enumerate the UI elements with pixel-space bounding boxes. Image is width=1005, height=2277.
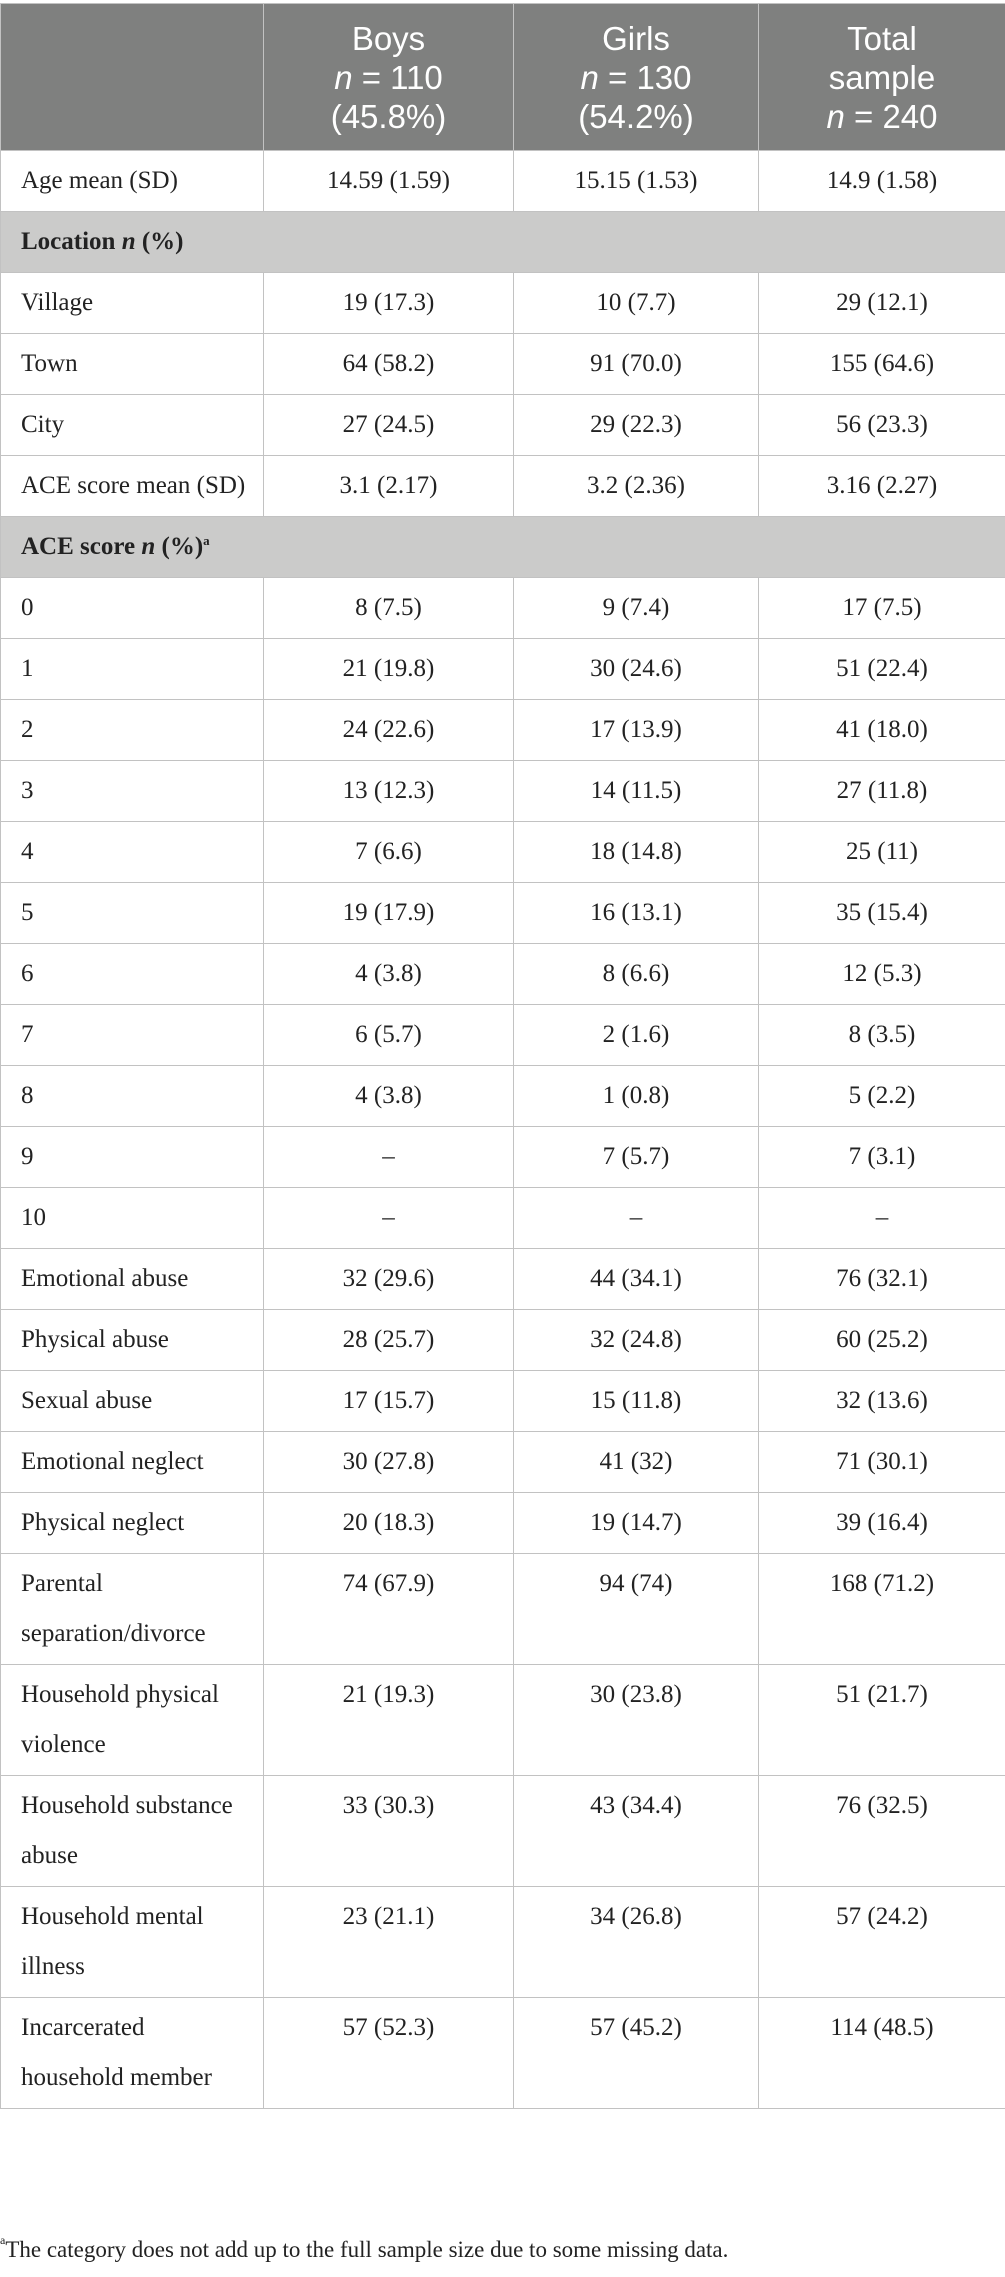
- table-row: [1, 1432, 1005, 1493]
- table-row: [1, 883, 1005, 944]
- header-girls-pct: (54.2%): [578, 97, 694, 135]
- cell-boys: 17 (15.7): [264, 1371, 514, 1432]
- table-row: [1, 1066, 1005, 1127]
- table-row: [1, 1310, 1005, 1371]
- header-total-n: = 240: [844, 97, 938, 135]
- row-label: Physical neglect: [1, 1493, 264, 1554]
- header-total: [759, 4, 1005, 151]
- cell-total: 114 (48.5): [759, 1998, 1005, 2109]
- table-row: [1, 1371, 1005, 1432]
- cell-total: 76 (32.1): [759, 1249, 1005, 1310]
- header-total-label2: sample: [828, 58, 936, 96]
- row-label: 8: [1, 1066, 264, 1127]
- cell-girls: 17 (13.9): [514, 700, 759, 761]
- cell-boys: 13 (12.3): [264, 761, 514, 822]
- footnote-text: The category does not add up to the full sample size due to some missing data.: [5, 2237, 729, 2262]
- n-symbol: n: [826, 97, 845, 135]
- header-girls-label: Girls: [602, 19, 670, 57]
- cell-girls: 32 (24.8): [514, 1310, 759, 1371]
- cell-total: 56 (23.3): [759, 395, 1005, 456]
- header-boys: [264, 4, 514, 151]
- table-row: [1, 1249, 1005, 1310]
- row-label: Age mean (SD): [1, 151, 264, 212]
- cell-boys: 20 (18.3): [264, 1493, 514, 1554]
- row-label: Household physical violence: [1, 1665, 264, 1776]
- cell-boys: 74 (67.9): [264, 1554, 514, 1665]
- row-label: Physical abuse: [1, 1310, 264, 1371]
- cell-total: –: [759, 1188, 1005, 1249]
- header-boys-label: Boys: [351, 19, 426, 57]
- row-label: Parental separation/divorce: [1, 1554, 264, 1665]
- cell-total: 39 (16.4): [759, 1493, 1005, 1554]
- cell-boys: 28 (25.7): [264, 1310, 514, 1371]
- table-row-age: [1, 151, 1005, 212]
- cell-boys: 32 (29.6): [264, 1249, 514, 1310]
- cell-boys: 6 (5.7): [264, 1005, 514, 1066]
- cell-total: 57 (24.2): [759, 1887, 1005, 1998]
- row-label: Incarcerated household member: [1, 1998, 264, 2109]
- table-row: [1, 578, 1005, 639]
- cell-girls: 57 (45.2): [514, 1998, 759, 2109]
- cell-girls: 10 (7.7): [514, 273, 759, 334]
- cell-girls: 8 (6.6): [514, 944, 759, 1005]
- table-row: [1, 1188, 1005, 1249]
- cell-boys: 4 (3.8): [264, 1066, 514, 1127]
- header-empty: [1, 4, 264, 151]
- table-row: [1, 1665, 1005, 1776]
- section-header-ace-score: [1, 517, 1005, 578]
- row-label: 4: [1, 822, 264, 883]
- cell-girls: 29 (22.3): [514, 395, 759, 456]
- cell-total: 71 (30.1): [759, 1432, 1005, 1493]
- cell-girls: 14 (11.5): [514, 761, 759, 822]
- section-label: Location n (%): [1, 212, 1005, 273]
- row-label: Household mental illness: [1, 1887, 264, 1998]
- row-label: 9: [1, 1127, 264, 1188]
- cell-total: 60 (25.2): [759, 1310, 1005, 1371]
- row-label: 2: [1, 700, 264, 761]
- table-row: [1, 639, 1005, 700]
- table-row: [1, 334, 1005, 395]
- header-total-label: Total: [847, 19, 917, 57]
- row-label: Emotional abuse: [1, 1249, 264, 1310]
- cell-total: 155 (64.6): [759, 334, 1005, 395]
- cell-boys: –: [264, 1127, 514, 1188]
- cell-boys: 23 (21.1): [264, 1887, 514, 1998]
- table-row: [1, 1887, 1005, 1998]
- cell-girls: 18 (14.8): [514, 822, 759, 883]
- header-boys-n: = 110: [352, 58, 443, 96]
- cell-total: 27 (11.8): [759, 761, 1005, 822]
- cell-boys: 7 (6.6): [264, 822, 514, 883]
- cell-total: 7 (3.1): [759, 1127, 1005, 1188]
- cell-girls: 3.2 (2.36): [514, 456, 759, 517]
- cell-boys: 19 (17.9): [264, 883, 514, 944]
- row-label: ACE score mean (SD): [1, 456, 264, 517]
- cell-girls: 30 (23.8): [514, 1665, 759, 1776]
- cell-total: 51 (22.4): [759, 639, 1005, 700]
- cell-total: 12 (5.3): [759, 944, 1005, 1005]
- table-row: [1, 1005, 1005, 1066]
- row-label: Sexual abuse: [1, 1371, 264, 1432]
- cell-total: 17 (7.5): [759, 578, 1005, 639]
- cell-girls: 2 (1.6): [514, 1005, 759, 1066]
- cell-total: 76 (32.5): [759, 1776, 1005, 1887]
- cell-total: 14.9 (1.58): [759, 151, 1005, 212]
- row-label: 7: [1, 1005, 264, 1066]
- n-symbol: n: [580, 58, 599, 96]
- cell-girls: 41 (32): [514, 1432, 759, 1493]
- section-header-location: [1, 212, 1005, 273]
- n-symbol: n: [334, 58, 353, 96]
- row-label: 6: [1, 944, 264, 1005]
- cell-girls: 91 (70.0): [514, 334, 759, 395]
- cell-total: 3.16 (2.27): [759, 456, 1005, 517]
- cell-boys: 21 (19.8): [264, 639, 514, 700]
- row-label: Household substance abuse: [1, 1776, 264, 1887]
- header-girls: [514, 4, 759, 151]
- cell-girls: 16 (13.1): [514, 883, 759, 944]
- cell-girls: 15 (11.8): [514, 1371, 759, 1432]
- cell-girls: 7 (5.7): [514, 1127, 759, 1188]
- cell-girls: 30 (24.6): [514, 639, 759, 700]
- row-label: 1: [1, 639, 264, 700]
- footnote-marker: a: [0, 2233, 6, 2247]
- cell-girls: 43 (34.4): [514, 1776, 759, 1887]
- cell-boys: 57 (52.3): [264, 1998, 514, 2109]
- cell-boys: 14.59 (1.59): [264, 151, 514, 212]
- table-row: [1, 1493, 1005, 1554]
- cell-boys: 27 (24.5): [264, 395, 514, 456]
- table-row: [1, 1127, 1005, 1188]
- table-row: [1, 944, 1005, 1005]
- demographics-table: [0, 3, 1005, 2109]
- cell-girls: 1 (0.8): [514, 1066, 759, 1127]
- cell-girls: 34 (26.8): [514, 1887, 759, 1998]
- cell-boys: 64 (58.2): [264, 334, 514, 395]
- cell-total: 8 (3.5): [759, 1005, 1005, 1066]
- header-boys-pct: (45.8%): [330, 97, 447, 135]
- row-label: Town: [1, 334, 264, 395]
- table-row: [1, 395, 1005, 456]
- cell-boys: 21 (19.3): [264, 1665, 514, 1776]
- cell-girls: 9 (7.4): [514, 578, 759, 639]
- cell-total: 5 (2.2): [759, 1066, 1005, 1127]
- row-label: Emotional neglect: [1, 1432, 264, 1493]
- cell-total: 29 (12.1): [759, 273, 1005, 334]
- table-row: [1, 700, 1005, 761]
- table-row: [1, 822, 1005, 883]
- row-label: 3: [1, 761, 264, 822]
- row-label: 10: [1, 1188, 264, 1249]
- cell-boys: –: [264, 1188, 514, 1249]
- cell-girls: 94 (74): [514, 1554, 759, 1665]
- cell-girls: 19 (14.7): [514, 1493, 759, 1554]
- cell-total: 51 (21.7): [759, 1665, 1005, 1776]
- section-label: ACE score n (%)$^a$: [1, 517, 1005, 578]
- cell-girls: –: [514, 1188, 759, 1249]
- cell-total: 25 (11): [759, 822, 1005, 883]
- cell-girls: 44 (34.1): [514, 1249, 759, 1310]
- cell-boys: 19 (17.3): [264, 273, 514, 334]
- cell-girls: 15.15 (1.53): [514, 151, 759, 212]
- table-row: [1, 456, 1005, 517]
- cell-boys: 24 (22.6): [264, 700, 514, 761]
- footnote: [0, 2233, 729, 2263]
- cell-total: 168 (71.2): [759, 1554, 1005, 1665]
- table-row: [1, 273, 1005, 334]
- table-row: [1, 1776, 1005, 1887]
- cell-boys: 8 (7.5): [264, 578, 514, 639]
- table-row: [1, 761, 1005, 822]
- cell-boys: 3.1 (2.17): [264, 456, 514, 517]
- row-label: City: [1, 395, 264, 456]
- row-label: Village: [1, 273, 264, 334]
- cell-total: 32 (13.6): [759, 1371, 1005, 1432]
- cell-boys: 4 (3.8): [264, 944, 514, 1005]
- cell-boys: 33 (30.3): [264, 1776, 514, 1887]
- cell-total: 41 (18.0): [759, 700, 1005, 761]
- header-girls-n: = 130: [598, 58, 692, 96]
- row-label: 0: [1, 578, 264, 639]
- cell-total: 35 (15.4): [759, 883, 1005, 944]
- cell-boys: 30 (27.8): [264, 1432, 514, 1493]
- row-label: 5: [1, 883, 264, 944]
- header-row: [1, 4, 1005, 151]
- table-row: [1, 1998, 1005, 2109]
- table-row: [1, 1554, 1005, 1665]
